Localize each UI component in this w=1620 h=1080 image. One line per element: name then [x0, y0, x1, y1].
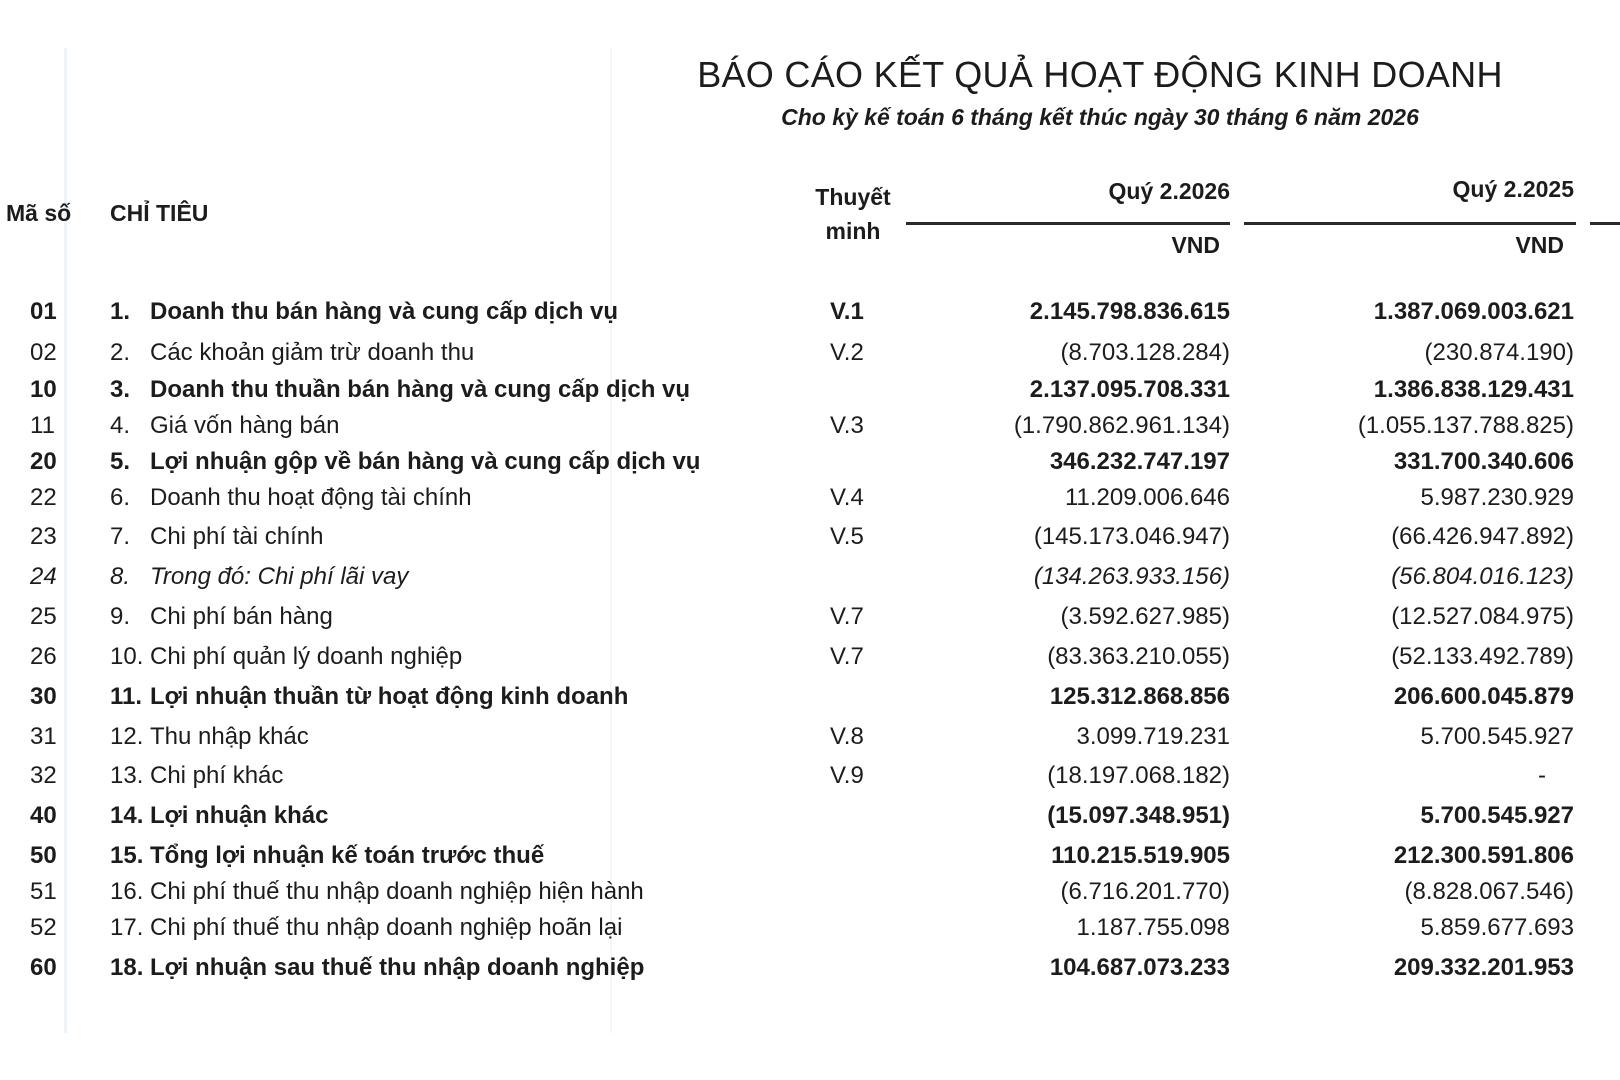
row-value-2025: 1.387.069.003.621	[1373, 298, 1574, 325]
table-row	[0, 842, 1620, 878]
header-col-2026: Quý 2.2026	[1108, 178, 1230, 204]
row-label: Doanh thu thuần bán hàng và cung cấp dịch vụ	[150, 376, 691, 403]
row-number: 13.	[110, 762, 144, 789]
row-label: Giá vốn hàng bán	[150, 412, 340, 439]
row-label: Doanh thu bán hàng và cung cấp dịch vụ	[150, 298, 619, 325]
row-code: 24	[30, 563, 57, 590]
table-row	[0, 762, 1620, 798]
row-number: 10.	[110, 643, 144, 670]
row-note: V.5	[830, 523, 864, 550]
row-value-2025: (12.527.084.975)	[1391, 603, 1574, 630]
row-value-2026: 346.232.747.197	[1049, 448, 1230, 475]
row-value-2025: 5.859.677.693	[1420, 914, 1574, 941]
row-number: 9.	[110, 603, 131, 630]
row-value-2026: (15.097.348.951)	[1047, 802, 1230, 829]
row-value-2026: 2.145.798.836.615	[1029, 298, 1230, 325]
row-number: 1.	[110, 298, 131, 325]
row-note: V.1	[830, 298, 864, 325]
row-number: 7.	[110, 523, 131, 550]
row-label: Chi phí tài chính	[150, 523, 324, 550]
row-value-2026: (6.716.201.770)	[1060, 878, 1230, 905]
row-value-2025: 212.300.591.806	[1393, 842, 1574, 869]
row-label: Lợi nhuận khác	[150, 802, 329, 829]
row-value-2026: (3.592.627.985)	[1060, 603, 1230, 630]
row-number: 15.	[110, 842, 144, 869]
table-row	[0, 683, 1620, 719]
header-col-2025: Quý 2.2025	[1452, 176, 1574, 202]
row-number: 6.	[110, 484, 131, 511]
row-note: V.8	[830, 723, 864, 750]
row-value-2025: (1.055.137.788.825)	[1357, 412, 1574, 439]
row-value-2025: (52.133.492.789)	[1391, 643, 1574, 670]
row-note: V.3	[830, 412, 864, 439]
row-value-2025: 331.700.340.606	[1393, 448, 1574, 475]
row-code: 25	[30, 603, 57, 630]
table-row	[0, 376, 1620, 412]
row-note: V.7	[830, 643, 864, 670]
header-note: Thuyết minh	[815, 184, 891, 244]
row-value-2025: 209.332.201.953	[1393, 954, 1574, 981]
row-value-2025: (66.426.947.892)	[1391, 523, 1574, 550]
row-value-2026: (83.363.210.055)	[1047, 643, 1230, 670]
row-code: 20	[30, 448, 57, 475]
table-row	[0, 298, 1620, 334]
row-label: Chi phí thuế thu nhập doanh nghiệp hiện hành	[150, 878, 644, 905]
row-label: Doanh thu hoạt động tài chính	[150, 484, 472, 511]
row-code: 32	[30, 762, 57, 789]
row-number: 8.	[110, 563, 131, 590]
row-value-2025: 5.987.230.929	[1420, 484, 1574, 511]
row-number: 14.	[110, 802, 144, 829]
table-row	[0, 448, 1620, 484]
row-label: Tổng lợi nhuận kế toán trước thuế	[150, 842, 545, 869]
row-code: 52	[30, 914, 57, 941]
row-label: Lợi nhuận sau thuế thu nhập doanh nghiệp	[150, 954, 645, 981]
row-value-2025: 1.386.838.129.431	[1373, 376, 1574, 403]
row-value-2026: 104.687.073.233	[1049, 954, 1230, 981]
table-row	[0, 643, 1620, 679]
row-code: 51	[30, 878, 57, 905]
row-value-2025: (56.804.016.123)	[1391, 563, 1574, 590]
report-subtitle: Cho kỳ kế toán 6 tháng kết thúc ngày 30 tháng 6 năm 2026	[781, 104, 1419, 130]
row-label: Trong đó: Chi phí lãi vay	[150, 563, 409, 590]
row-code: 02	[30, 339, 57, 366]
row-label: Chi phí thuế thu nhập doanh nghiệp hoãn lại	[150, 914, 623, 941]
header-code: Mã số	[6, 200, 72, 226]
row-value-2026: 110.215.519.905	[1051, 842, 1230, 869]
row-note: V.7	[830, 603, 864, 630]
row-label: Lợi nhuận gộp về bán hàng và cung cấp dịch vụ	[150, 448, 701, 475]
row-value-2026: (8.703.128.284)	[1060, 339, 1230, 366]
table-row	[0, 523, 1620, 559]
row-value-2025: -	[1538, 762, 1546, 789]
table-row	[0, 954, 1620, 990]
row-code: 01	[30, 298, 57, 325]
row-value-2026: 1.187.755.098	[1076, 914, 1230, 941]
header-label: CHỈ TIÊU	[110, 200, 209, 226]
row-note: V.4	[830, 484, 864, 511]
unit-2025: VND	[1515, 232, 1564, 258]
row-number: 2.	[110, 339, 131, 366]
row-number: 4.	[110, 412, 131, 439]
row-value-2026: 2.137.095.708.331	[1029, 376, 1230, 403]
row-number: 18.	[110, 954, 144, 981]
row-code: 31	[30, 723, 57, 750]
unit-2026: VND	[1171, 232, 1220, 258]
row-code: 23	[30, 523, 57, 550]
table-row	[0, 484, 1620, 520]
row-label: Chi phí khác	[150, 762, 284, 789]
row-value-2026: 125.312.868.856	[1049, 683, 1230, 710]
table-row	[0, 723, 1620, 759]
row-label: Các khoản giảm trừ doanh thu	[150, 339, 475, 366]
row-value-2026: 3.099.719.231	[1076, 723, 1230, 750]
row-label: Chi phí bán hàng	[150, 603, 333, 630]
table-row	[0, 563, 1620, 599]
row-value-2026: (134.263.933.156)	[1033, 563, 1230, 590]
table-row	[0, 603, 1620, 639]
row-code: 50	[30, 842, 57, 869]
row-number: 17.	[110, 914, 144, 941]
row-code: 11	[30, 412, 55, 439]
table-row	[0, 878, 1620, 914]
row-code: 40	[30, 802, 57, 829]
row-number: 3.	[110, 376, 131, 403]
row-label: Thu nhập khác	[150, 723, 309, 750]
row-number: 12.	[110, 723, 144, 750]
table-row	[0, 339, 1620, 375]
row-value-2026: (18.197.068.182)	[1047, 762, 1230, 789]
row-label: Chi phí quản lý doanh nghiệp	[150, 643, 463, 670]
row-code: 26	[30, 643, 57, 670]
row-value-2025: 206.600.045.879	[1393, 683, 1574, 710]
table-row	[0, 914, 1620, 950]
row-value-2026: (1.790.862.961.134)	[1013, 412, 1230, 439]
table-row	[0, 412, 1620, 448]
row-label: Lợi nhuận thuần từ hoạt động kinh doanh	[150, 683, 629, 710]
row-note: V.2	[830, 339, 864, 366]
report-title: BÁO CÁO KẾT QUẢ HOẠT ĐỘNG KINH DOANH	[697, 54, 1503, 95]
row-value-2026: 11.209.006.646	[1064, 484, 1230, 511]
row-value-2026: (145.173.046.947)	[1033, 523, 1230, 550]
row-number: 11.	[110, 683, 143, 710]
row-code: 30	[30, 683, 57, 710]
row-code: 22	[30, 484, 57, 511]
row-value-2025: 5.700.545.927	[1420, 723, 1574, 750]
row-note: V.9	[830, 762, 864, 789]
row-value-2025: (230.874.190)	[1424, 339, 1574, 366]
row-value-2025: 5.700.545.927	[1420, 802, 1574, 829]
table-row	[0, 802, 1620, 838]
row-number: 5.	[110, 448, 131, 475]
row-code: 60	[30, 954, 57, 981]
row-code: 10	[30, 376, 57, 403]
row-number: 16.	[110, 878, 144, 905]
row-value-2025: (8.828.067.546)	[1404, 878, 1574, 905]
